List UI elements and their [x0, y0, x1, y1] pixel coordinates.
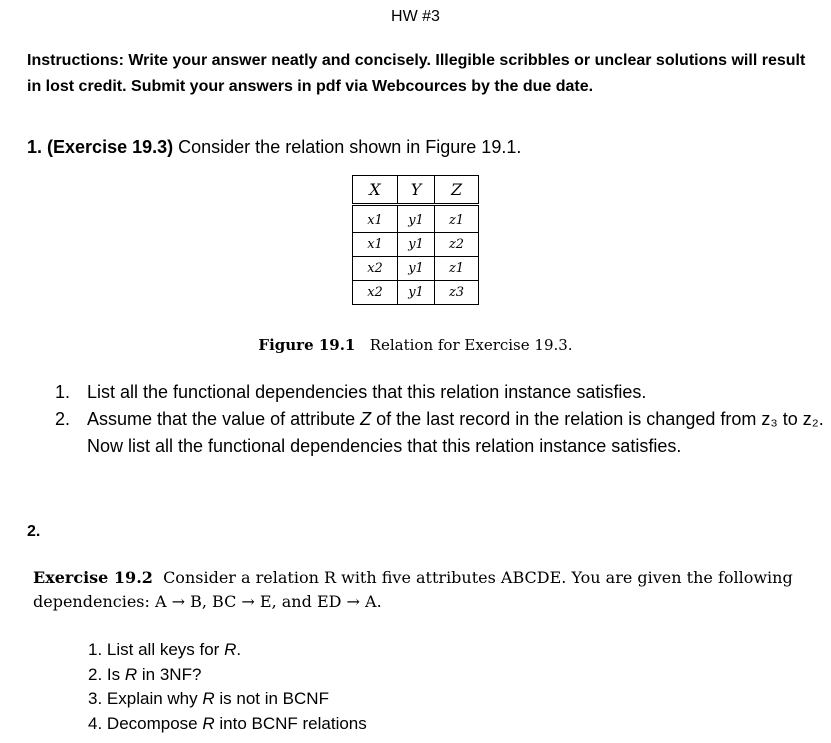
- question-1-exercise: (Exercise 19.3): [47, 137, 174, 157]
- list-item-number: 1.: [55, 382, 71, 402]
- question-1-heading: [27, 137, 521, 158]
- list-item: [55, 379, 825, 406]
- figure-caption: [0, 336, 831, 354]
- table-cell: x2: [353, 257, 398, 281]
- figure-caption-text: Relation for Exercise 19.3.: [369, 336, 573, 354]
- column-header: Y: [398, 176, 435, 205]
- table-cell: z3: [435, 281, 479, 305]
- question-1-number: 1.: [27, 137, 43, 157]
- table-cell: y1: [398, 257, 435, 281]
- list-item-text: List all the functional dependencies that this relation instance satisfies.: [87, 382, 647, 402]
- exercise-body: Consider a relation R with five attributes ABCDE. You are given the following dependencies: A → B, BC → E, and ED → A.: [33, 568, 793, 611]
- table-cell: z1: [435, 257, 479, 281]
- list-item-number: 2.: [55, 409, 71, 429]
- table-row: [353, 257, 479, 281]
- table-cell: x1: [353, 205, 398, 233]
- list-item: 4. Decompose R into BCNF relations: [88, 713, 367, 733]
- table-cell: z1: [435, 205, 479, 233]
- exercise-19-2-text: [33, 566, 793, 614]
- table-row: [353, 281, 479, 305]
- table-row: [353, 205, 479, 233]
- figure-label: Figure 19.1: [258, 336, 356, 354]
- list-item: 2. Is R in 3NF?: [88, 664, 202, 684]
- list-item: [55, 406, 825, 460]
- question-2-list: [88, 638, 367, 736]
- table-cell: x1: [353, 233, 398, 257]
- instructions: Instructions: Write your answer neatly and concisely. Illegible scribbles or unclear solutions will result in lost credit. Submit your answers in pdf via Webcources by the due date.: [27, 52, 806, 95]
- exercise-label: Exercise 19.2: [33, 568, 153, 587]
- table-header-row: [353, 176, 479, 205]
- table-cell: y1: [398, 205, 435, 233]
- question-1-prompt: Consider the relation shown in Figure 19.1.: [178, 137, 522, 157]
- table-cell: z2: [435, 233, 479, 257]
- table-cell: y1: [398, 233, 435, 257]
- table-cell: y1: [398, 281, 435, 305]
- column-header: Z: [435, 176, 479, 205]
- list-item-text: Assume that the value of attribute Z of the last record in the relation is changed from z₃ to z₂. Now list all the functional dependencies that this relation instance satisfies.: [87, 409, 824, 456]
- column-header: X: [353, 176, 398, 205]
- question-1-list: [55, 379, 825, 460]
- list-item: 1. List all keys for R.: [88, 640, 242, 659]
- attribute-name: Z: [360, 409, 372, 429]
- table-row: [353, 233, 479, 257]
- table-cell: x2: [353, 281, 398, 305]
- page-title: HW #3: [391, 8, 440, 25]
- relation-table: [352, 175, 479, 305]
- list-item: 3. Explain why R is not in BCNF: [88, 689, 329, 708]
- question-2-number: 2.: [27, 523, 41, 540]
